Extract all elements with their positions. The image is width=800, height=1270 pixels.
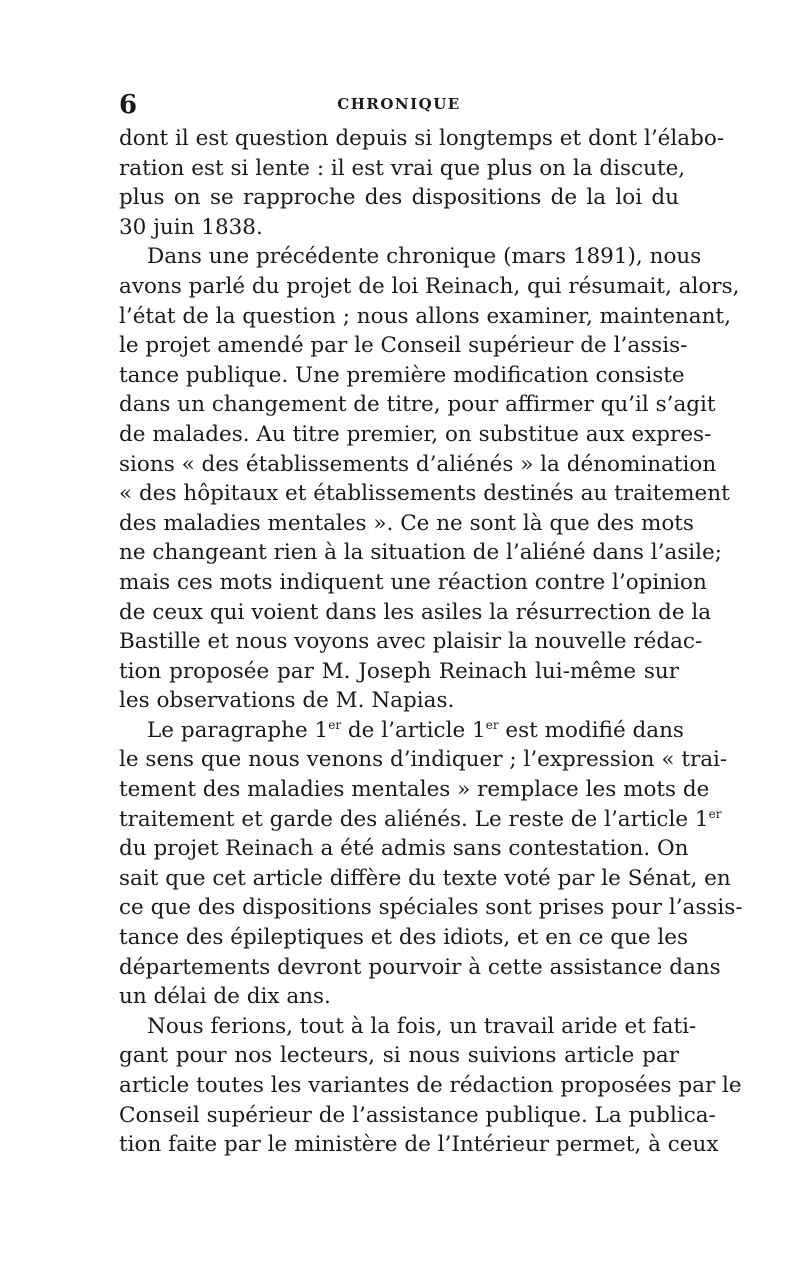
text-line: départements devront pourvoir à cette assistance dans: [119, 954, 721, 980]
text-line: tance publique. Une première modification consiste: [119, 362, 685, 388]
body-text: [119, 124, 743, 1160]
text-line: des maladies mentales ». Ce ne sont là que des mots: [119, 510, 694, 536]
text-line: les observations de M. Napias.: [119, 688, 455, 714]
text-line: « des hôpitaux et établissements destinés au traitement: [119, 481, 730, 507]
text-line: mais ces mots indiquent une réaction contre l’opinion: [119, 569, 707, 595]
text-line: tance des épileptiques et des idiots, et en ce que les: [119, 925, 689, 951]
text-line: tement des maladies mentales » remplace les mots de: [119, 777, 710, 803]
text-line: ce que des dispositions spéciales sont prises pour l’assis-: [119, 895, 743, 921]
text-line: le sens que nous venons d’indiquer ; l’expression « trai-: [119, 747, 728, 773]
text-line: dont il est question depuis si longtemps et dont l’élabo-: [119, 126, 725, 151]
text-line: gant pour nos lecteurs, si nous suivions article par: [119, 1043, 679, 1069]
text-line: sions « des établissements d’aliénés » la dénomination: [119, 451, 717, 477]
text-line: traitement et garde des aliénés. Le reste de l’article 1er: [119, 806, 722, 832]
text-line: du projet Reinach a été admis sans contestation. On: [119, 836, 689, 862]
text-line: ne changeant rien à la situation de l’aliéné dans l’asile;: [119, 540, 722, 566]
text-line: Le paragraphe 1er de l’article 1er est modifié dans: [147, 717, 684, 743]
text-line: sait que cet article diffère du texte voté par le Sénat, en: [119, 865, 731, 891]
text-line: Nous ferions, tout à la fois, un travail aride et fati-: [147, 1013, 697, 1039]
text-line: article toutes les variantes de rédaction proposées par le: [119, 1073, 742, 1098]
text-line: Conseil supérieur de l’assistance publique. La publica-: [119, 1102, 716, 1128]
page-number: 6: [119, 90, 138, 120]
text-line: plus on se rapproche des dispositions de la loi du: [119, 185, 679, 211]
page-header: [119, 90, 679, 120]
text-line: Bastille et nous voyons avec plaisir la nouvelle rédac-: [119, 629, 703, 655]
text-line: Dans une précédente chronique (mars 1891), nous: [147, 244, 702, 270]
text-line: tion proposée par M. Joseph Reinach lui-même sur: [119, 658, 679, 684]
text-line: de malades. Au titre premier, on substitue aux expres-: [119, 421, 712, 447]
text-line: de ceux qui voient dans les asiles la résurrection de la: [119, 599, 712, 625]
text-line: 30 juin 1838.: [119, 214, 263, 240]
text-line: ration est si lente : il est vrai que plus on la discute,: [119, 155, 686, 181]
text-line: tion faite par le ministère de l’Intérieur permet, à ceux: [119, 1132, 719, 1158]
text-line: un délai de dix ans.: [119, 984, 331, 1010]
running-head: CHRONIQUE: [337, 95, 461, 113]
text-line: avons parlé du projet de loi Reinach, qui résumait, alors,: [119, 273, 740, 299]
text-line: dans un changement de titre, pour affirmer qu’il s’agit: [119, 392, 716, 418]
text-line: le projet amendé par le Conseil supérieur de l’assis-: [119, 333, 688, 359]
text-line: l’état de la question ; nous allons examiner, maintenant,: [119, 303, 731, 329]
